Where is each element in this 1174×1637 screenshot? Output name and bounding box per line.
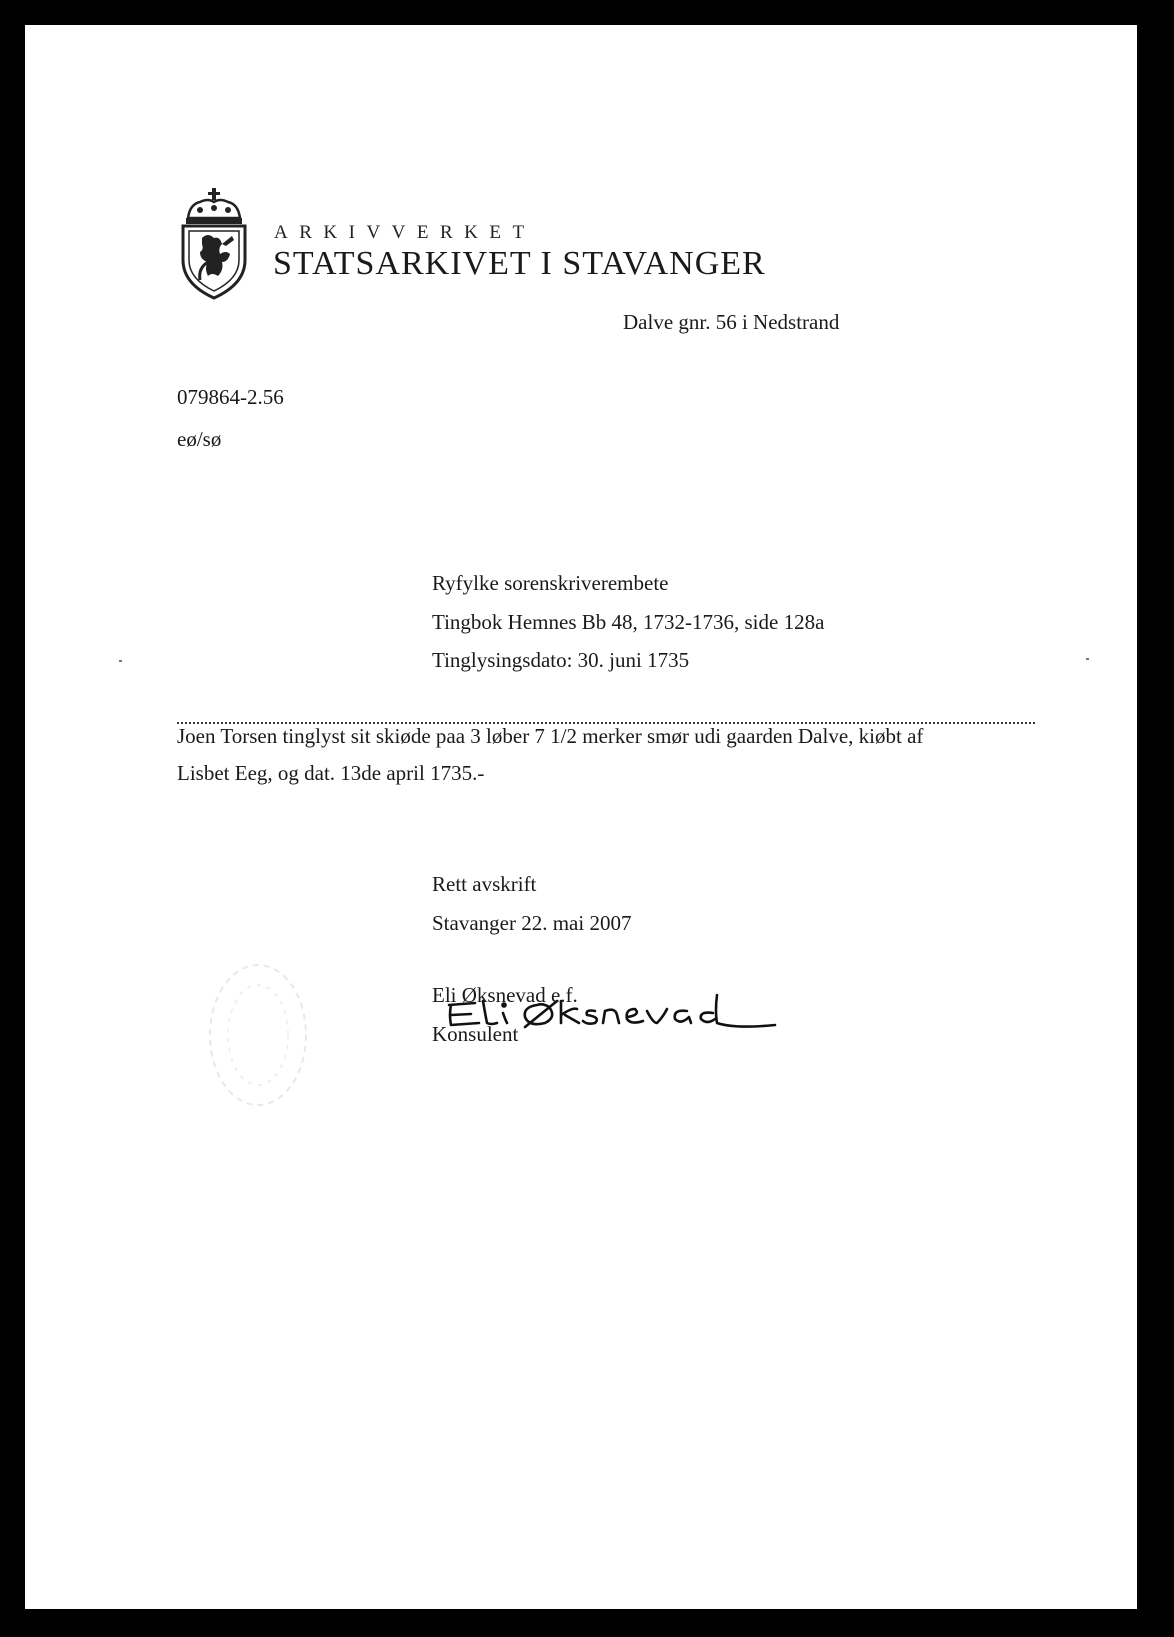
signer-title: Konsulent <box>432 1022 519 1046</box>
source-institution: Ryfylke sorenskriverembete <box>432 571 669 595</box>
faint-stamp <box>203 960 313 1110</box>
scan-mark <box>119 660 122 662</box>
source-book: Tingbok Hemnes Bb 48, 1732-1736, side 128a <box>432 610 825 634</box>
norway-coat-of-arms-icon <box>178 188 250 300</box>
property-subject: Dalve gnr. 56 i Nedstrand <box>623 310 840 334</box>
registration-date: Tinglysingsdato: 30. juni 1735 <box>432 648 690 672</box>
transcription-line-2: Lisbet Eeg, og dat. 13de april 1735.- <box>177 761 485 785</box>
initials: eø/sø <box>177 427 222 451</box>
certification-statement: Rett avskrift <box>432 872 537 896</box>
certification-place-date: Stavanger 22. mai 2007 <box>432 911 632 935</box>
signer-name: Eli Øksnevad e.f. <box>432 983 578 1007</box>
office-name: STATSARKIVET I STAVANGER <box>273 245 766 282</box>
document-page <box>25 25 1137 1609</box>
reference-number: 079864-2.56 <box>177 385 284 409</box>
transcription-line-1: Joen Torsen tinglyst sit skiøde paa 3 løber 7 1/2 merker smør udi gaarden Dalve, kiøbt af <box>177 724 924 748</box>
scan-mark <box>1086 658 1089 660</box>
agency-name: ARKIVVERKET <box>274 222 536 243</box>
